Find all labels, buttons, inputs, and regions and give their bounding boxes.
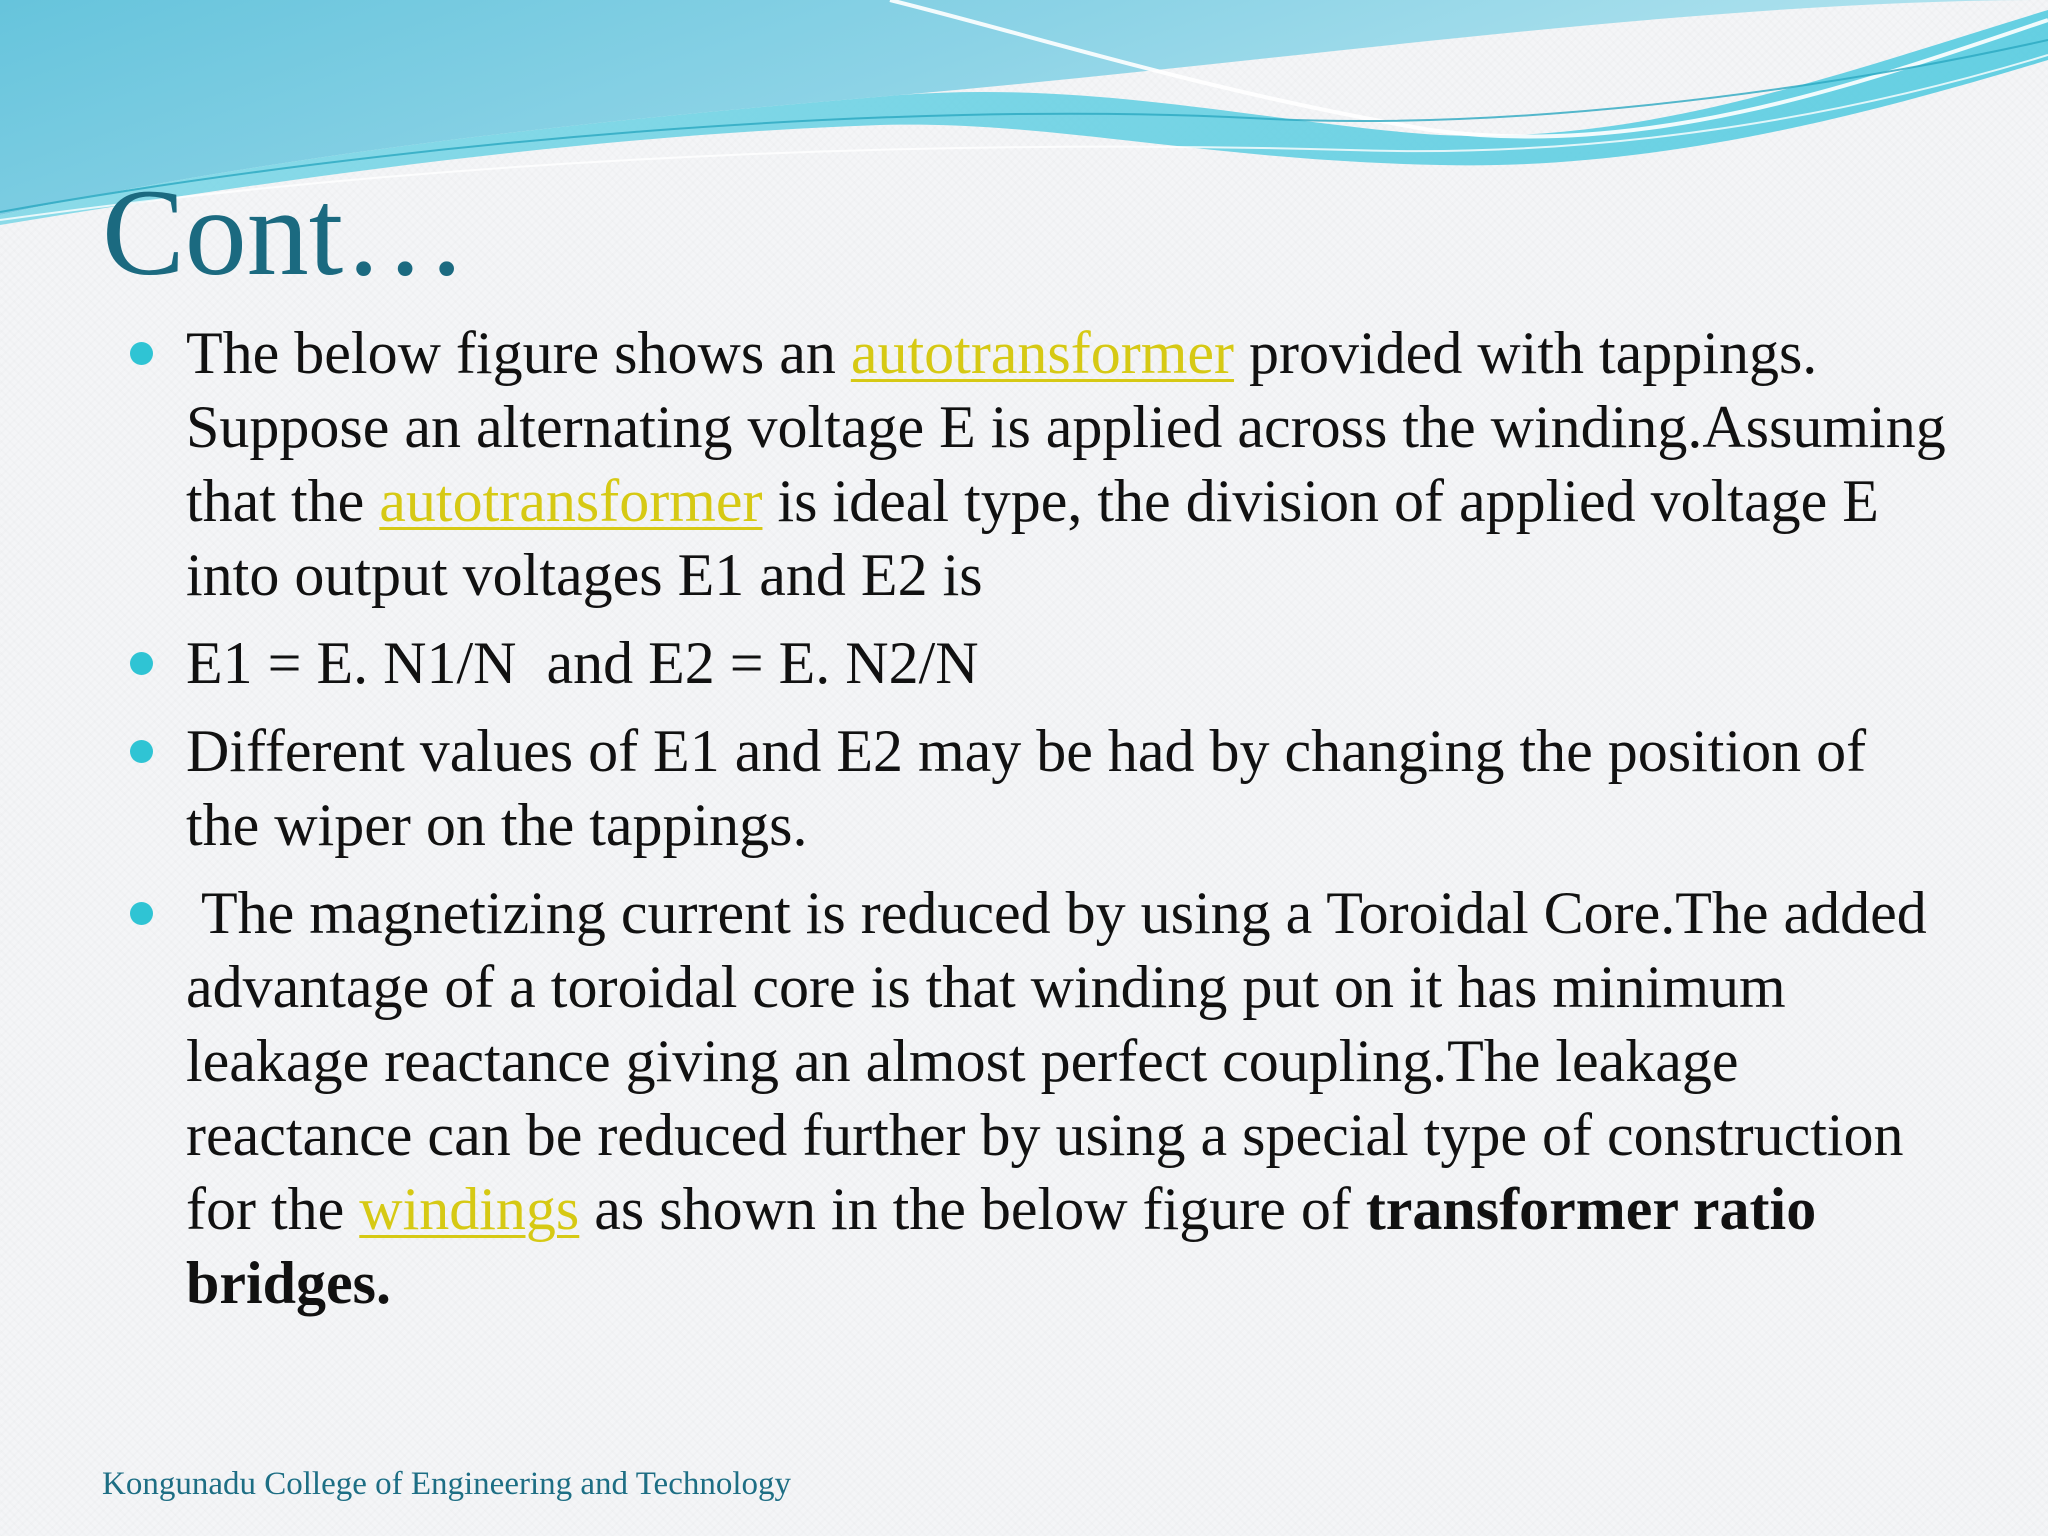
bullet-item [186,626,1946,700]
bullet-list [186,316,1946,1334]
bullet-item [186,714,1946,862]
bullet-icon [130,342,153,365]
bullet-item [186,316,1946,612]
bullet-icon [130,740,153,763]
footer-institution: Kongunadu College of Engineering and Technology [102,1466,792,1502]
bullet-text: E1 = E. N1/N and E2 = E. N2/N [186,630,979,696]
bullet-text: The magnetizing current is reduced by using a Toroidal Core.The added advantage of a toroidal core is that winding put on it has minimum leakage reactance giving an almost perfect coupling.The leakage reactance can be reduced further by using a special type of construction for the [186,880,1942,1242]
autotransformer-link[interactable]: autotransformer [850,320,1235,386]
bullet-text: is ideal type, the division of applied voltage E into output voltages E1 and E2 is [186,468,1879,608]
slide-title: Cont… [102,164,468,301]
bullet-text: as shown in the below figure of [579,1176,1366,1242]
autotransformer-link[interactable]: autotransformer [379,468,763,534]
bullet-icon [130,652,153,675]
bullet-text: The below figure shows an [186,320,851,386]
bullet-text: Different values of E1 and E2 may be had by changing the position of the wiper on the tappings. [186,718,1867,858]
bullet-icon [130,902,153,925]
bold-text: transformer ratio bridges. [186,1176,1817,1316]
bullet-text: provided with tappings. Suppose an alternating voltage E is applied across the winding.Assuming that the [186,320,1946,534]
bullet-item [186,876,1946,1320]
windings-link[interactable]: windings [359,1176,580,1242]
